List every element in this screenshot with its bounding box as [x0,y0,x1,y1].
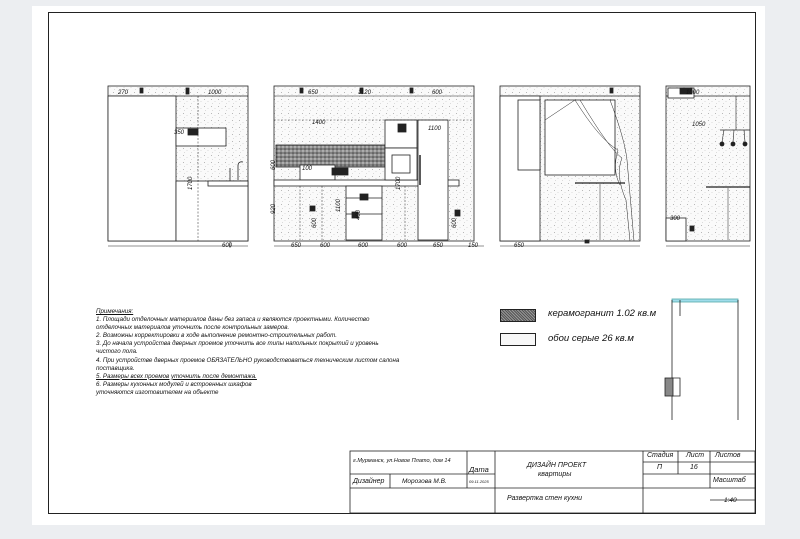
floor-plan-key [665,299,738,420]
svg-text:350: 350 [174,130,185,136]
elevation-3 [500,86,640,246]
legend-wallpaper: обои серые 26 кв.м [548,333,634,344]
sheet-title: Развертка стен кухни [507,495,582,502]
notes-heading: Примечания: [96,308,134,315]
note-line: 5. Размеры всех проемов уточнить после демонтажа. [96,372,257,380]
note-line: поставщика. [96,364,135,372]
svg-text:1000: 1000 [208,90,222,96]
svg-text:1100: 1100 [336,199,342,212]
elevation-3-dims [514,243,525,249]
note-line: отделочных материалов уточнить после контрольных замеров. [96,324,290,332]
svg-text:1700: 1700 [396,176,402,190]
svg-text:650: 650 [433,243,444,249]
svg-text:300: 300 [670,216,681,222]
svg-text:600: 600 [222,243,233,249]
svg-text:600: 600 [452,217,458,228]
sheets-label: Листов [715,452,741,459]
sheet-label: Лист [686,452,705,459]
svg-text:920: 920 [271,203,277,214]
stage-label: Стадия [647,452,674,459]
svg-text:650: 650 [514,243,525,249]
address: г.Мурманск, ул.Новое Плато, дом 14 [353,458,451,464]
note-line: чистого пола. [96,348,138,356]
note-line: 4. При устройстве дверных проемов ОБЯЗАТЕЛЬНО руководствоваться техническим листом салона [96,356,400,364]
note-line: 2. Возможны корректировки в ходе выполнение ремонтно-строительных работ. [96,332,337,340]
svg-text:1120: 1120 [358,90,371,96]
legend-ceramogranite: керамогранит 1.02 кв.м [548,308,657,319]
svg-text:1050: 1050 [692,122,706,128]
svg-text:600: 600 [271,159,277,170]
svg-text:600: 600 [312,217,318,228]
sheet-number: 16 [690,464,698,471]
wallpaper-swatch [500,333,536,346]
svg-text:600: 600 [432,90,443,96]
date-label: Дата [469,465,489,474]
svg-text:270: 270 [118,90,129,96]
svg-text:150: 150 [468,243,479,249]
svg-text:650: 650 [308,90,319,96]
date-value: 09.11.2025 [469,479,489,484]
svg-text:400: 400 [356,209,362,220]
ceramogranite-swatch [500,309,536,322]
notes-block [96,308,486,397]
svg-text:600: 600 [358,243,369,249]
svg-text:1000: 1000 [686,90,700,96]
note-line: 3. До начала устройства дверных проемов уточнить все типы напольных покрытий и уровень [96,340,379,348]
stage-value: П [657,464,663,471]
svg-text:600: 600 [320,243,331,249]
designer-name: Морозова М.В. [402,478,447,485]
elevation-1 [108,86,248,248]
note-line: 6. Размеры кухонных модулей и встроенных шкафов [96,380,252,388]
elevation-4 [666,86,750,246]
svg-text:600: 600 [397,243,408,249]
note-line: уточняются изготовителем на объекте [96,388,219,396]
svg-text:1400: 1400 [312,120,326,126]
svg-text:100: 100 [302,166,313,172]
scale-value: 1:40 [724,497,737,504]
svg-text:1700: 1700 [188,176,194,190]
scale-label: Масштаб [713,477,746,484]
note-line: 1. Площади отделочных материалов даны без запаса и являются проектными. Количество [96,316,370,324]
svg-text:650: 650 [291,243,302,249]
project-subtitle: квартиры [538,471,572,478]
designer-label: Дизайнер [353,478,385,485]
project-title: ДИЗАЙН ПРОЕКТ [527,462,587,469]
svg-text:1100: 1100 [428,126,441,132]
